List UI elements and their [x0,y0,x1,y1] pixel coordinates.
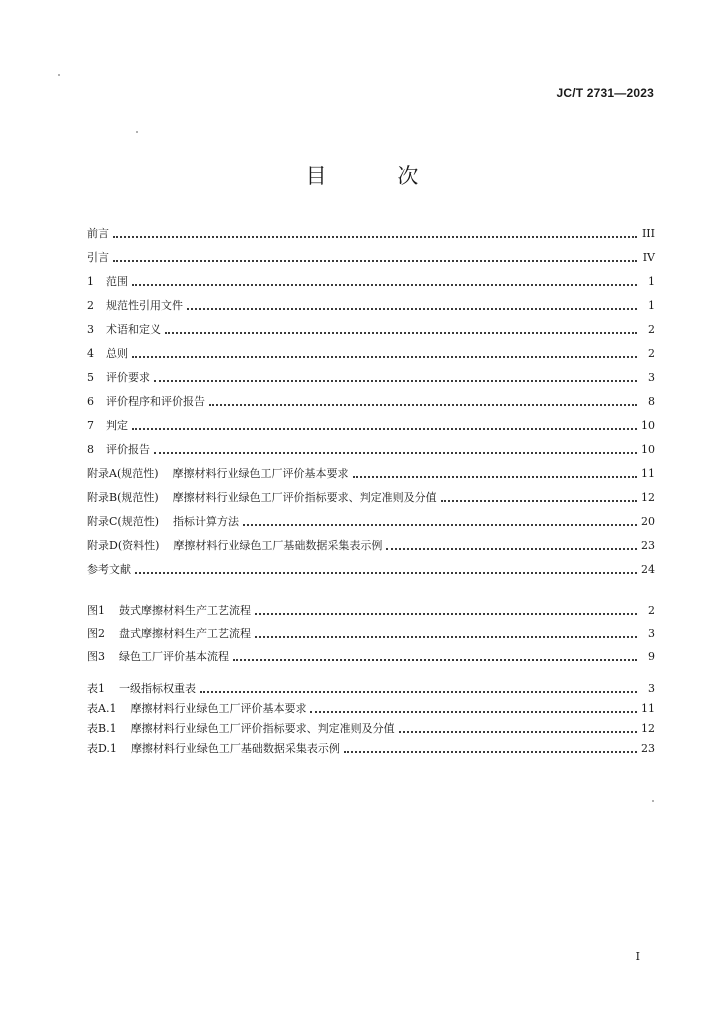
figure-entry-1[interactable] [87,598,655,618]
figure-page: 2 [648,604,655,617]
toc-entry-page: 3 [648,371,655,384]
toc-entry-page: 11 [641,467,655,480]
toc-entry-5[interactable] [87,365,655,385]
appendix-tag: 附录A(规范性) [87,467,159,480]
toc-entry-references[interactable] [87,557,655,577]
dot-leader [200,691,637,693]
appendix-tag: 附录B(规范性) [87,491,159,504]
dot-leader [113,236,637,238]
toc-entry-7[interactable] [87,413,655,433]
toc-entry-label: 摩擦材料行业绿色工厂基础数据采集表示例 [173,539,383,552]
toc-entry-introduction[interactable] [87,245,655,265]
table-entry-d1[interactable] [87,736,655,756]
dot-leader [135,572,637,574]
toc-entry-label: 规范性引用文件 [106,299,183,312]
toc-entry-appendix-a[interactable] [87,461,655,481]
toc-entry-label: 术语和定义 [106,323,161,336]
table-number: 表B.1 [87,722,117,735]
scan-speck [58,74,60,76]
toc-entry-label: 参考文献 [87,563,131,576]
table-number: 表1 [87,682,105,695]
toc-entry-page: 10 [641,419,655,432]
table-label: 摩擦材料行业绿色工厂基础数据采集表示例 [130,742,340,755]
toc-entry-foreword[interactable] [87,221,655,241]
dot-leader [209,404,637,406]
toc-entry-page: 1 [648,299,655,312]
toc-entry-page: 23 [641,539,655,552]
table-entry-a1[interactable] [87,696,655,716]
toc-entry-1[interactable] [87,269,655,289]
figure-label: 绿色工厂评价基本流程 [119,650,229,663]
dot-leader [132,284,637,286]
dot-leader [132,356,637,358]
toc-entry-8[interactable] [87,437,655,457]
table-number: 表A.1 [87,702,117,715]
toc-entry-page: IV [642,251,655,264]
table-entry-1[interactable] [87,676,655,696]
scan-speck [136,131,138,133]
page-number: I [635,950,640,963]
figure-page: 3 [648,627,655,640]
dot-leader [344,751,637,753]
toc-entry-3[interactable] [87,317,655,337]
toc-entry-label: 范围 [106,275,128,288]
toc-entry-page: 20 [641,515,655,528]
dot-leader [233,659,637,661]
toc-entry-label: 判定 [106,419,128,432]
figure-entry-3[interactable] [87,644,655,664]
toc-entry-label: 引言 [87,251,109,264]
table-page: 23 [641,742,655,755]
toc-entry-label: 摩擦材料行业绿色工厂评价指标要求、判定准则及分值 [172,491,437,504]
table-label: 一级指标权重表 [119,682,196,695]
figure-label: 鼓式摩擦材料生产工艺流程 [119,604,251,617]
dot-leader [132,428,637,430]
figure-number: 图3 [87,650,105,663]
dot-leader [154,380,637,382]
toc-entry-appendix-c[interactable] [87,509,655,529]
dot-leader [243,524,637,526]
toc-entry-page: 2 [648,323,655,336]
toc-entry-page: 24 [641,563,655,576]
toc-entry-2[interactable] [87,293,655,313]
toc-entry-label: 指标计算方法 [173,515,239,528]
toc-entry-number: 1 [87,275,94,288]
dot-leader [399,731,637,733]
toc-entry-label: 总则 [106,347,128,360]
dot-leader [353,476,637,478]
toc-entry-label: 评价要求 [106,371,150,384]
dot-leader [165,332,637,334]
page-title: 目 次 [305,164,451,188]
toc-entry-page: 8 [648,395,655,408]
toc-entry-page: 12 [641,491,655,504]
dot-leader [310,711,637,713]
appendix-tag: 附录C(规范性) [87,515,159,528]
scan-speck [652,800,654,802]
dot-leader [113,260,637,262]
table-page: 12 [641,722,655,735]
toc-entry-6[interactable] [87,389,655,409]
toc-entry-number: 2 [87,299,94,312]
appendix-tag: 附录D(资料性) [87,539,160,552]
dot-leader [255,636,637,638]
toc-entry-number: 5 [87,371,94,384]
toc-entry-page: 10 [641,443,655,456]
toc-entry-4[interactable] [87,341,655,361]
toc-entry-page: 1 [648,275,655,288]
table-page: 3 [648,682,655,695]
toc-entry-page: III [641,227,655,240]
dot-leader [255,613,637,615]
toc-entry-number: 3 [87,323,94,336]
toc-entry-number: 7 [87,419,94,432]
dot-leader [187,308,637,310]
toc-entry-label: 评价报告 [106,443,150,456]
toc-entry-appendix-b[interactable] [87,485,655,505]
table-number: 表D.1 [87,742,117,755]
table-label: 摩擦材料行业绿色工厂评价指标要求、判定准则及分值 [130,722,395,735]
toc-entry-number: 4 [87,347,94,360]
toc-entry-number: 6 [87,395,94,408]
figure-label: 盘式摩擦材料生产工艺流程 [119,627,251,640]
toc-entry-page: 2 [648,347,655,360]
dot-leader [386,548,637,550]
dot-leader [441,500,637,502]
toc-entry-label: 前言 [87,227,109,240]
dot-leader [154,452,637,454]
toc-entry-number: 8 [87,443,94,456]
figure-number: 图1 [87,604,105,617]
figure-number: 图2 [87,627,105,640]
toc-entry-label: 评价程序和评价报告 [106,395,205,408]
table-page: 11 [641,702,655,715]
figure-page: 9 [648,650,655,663]
toc-entry-appendix-d[interactable] [87,533,655,553]
table-entry-b1[interactable] [87,716,655,736]
figure-entry-2[interactable] [87,621,655,641]
standard-code: JC/T 2731—2023 [556,86,654,100]
table-label: 摩擦材料行业绿色工厂评价基本要求 [130,702,307,715]
toc-entry-label: 摩擦材料行业绿色工厂评价基本要求 [172,467,349,480]
